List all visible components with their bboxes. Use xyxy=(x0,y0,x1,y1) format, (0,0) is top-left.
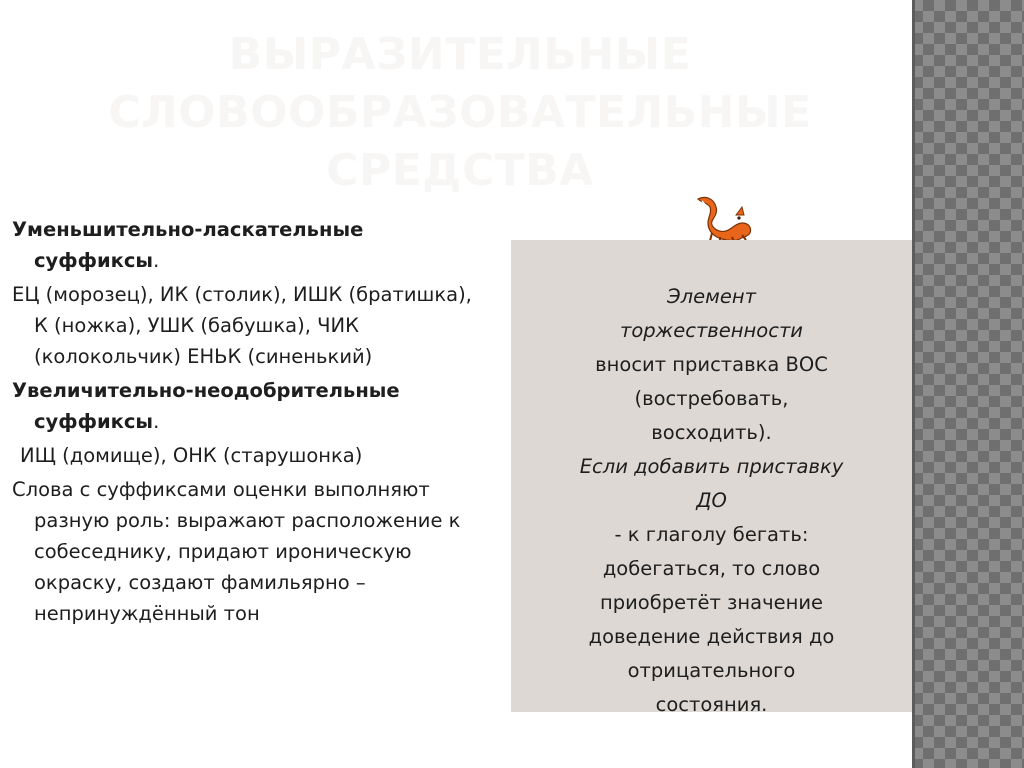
box-line-6-text: Если добавить приставку xyxy=(579,455,844,478)
title-line-1: ВЫРАЗИТЕЛЬНЫЕ xyxy=(228,29,692,80)
box-line-4: (востребовать, xyxy=(634,387,789,410)
diminutive-heading xyxy=(12,214,482,276)
title-line-2: СЛОВООБРАЗОВАТЕЛЬНЫЕ xyxy=(108,87,812,138)
box-line-1 xyxy=(511,280,912,314)
decorative-pattern-strip xyxy=(912,0,1024,768)
info-box xyxy=(511,240,912,716)
box-line-2 xyxy=(511,314,912,348)
box-line-9: приобретёт значение xyxy=(599,591,824,614)
box-line-11: отрицательного xyxy=(627,659,796,682)
box-line-3: вносит приставка ВОС xyxy=(595,353,828,376)
augmentative-heading-tail: . xyxy=(153,410,160,433)
diminutive-examples: ЕЦ (морозец), ИК (столик), ИШК (братишка), К (ножка), УШК (бабушка), ЧИК (колокольчик) ЕНЬК (синенький) xyxy=(12,283,472,368)
title-line-3: СРЕДСТВА xyxy=(326,145,594,196)
box-line-7-tail: - к глаголу бегать: xyxy=(614,523,809,546)
augmentative-examples: ИЩ (домище), ОНК (старушонка) xyxy=(20,444,363,467)
diminutive-heading-tail: . xyxy=(153,249,160,272)
box-line-6 xyxy=(511,450,912,484)
evaluation-suffix-note: Слова с суффиксами оценки выполняют разную роль: выражают расположение к собеседнику, придают ироническую окраску, создают фамильярно – непринуждённый тон xyxy=(12,478,461,625)
fox-icon xyxy=(692,193,754,243)
box-line-12: состояния. xyxy=(655,693,768,716)
box-line-10: доведение действия до xyxy=(588,625,835,648)
augmentative-heading xyxy=(12,375,482,437)
augmentative-heading-bold: Увеличительно-неодобрительные суффиксы xyxy=(12,379,400,433)
box-line-1-text: Элемент xyxy=(667,285,756,308)
box-line-2-text: торжественности xyxy=(620,319,803,342)
left-text-column xyxy=(12,214,482,632)
box-line-8: добегаться, то слово xyxy=(602,557,821,580)
diminutive-heading-bold: Уменьшительно-ласкательные суффиксы xyxy=(12,218,364,272)
box-line-5: восходить). xyxy=(651,421,772,444)
info-box-text xyxy=(511,280,912,722)
slide-title xyxy=(60,26,860,200)
box-line-7 xyxy=(511,484,912,552)
box-line-7-prefix: ДО xyxy=(696,489,727,512)
